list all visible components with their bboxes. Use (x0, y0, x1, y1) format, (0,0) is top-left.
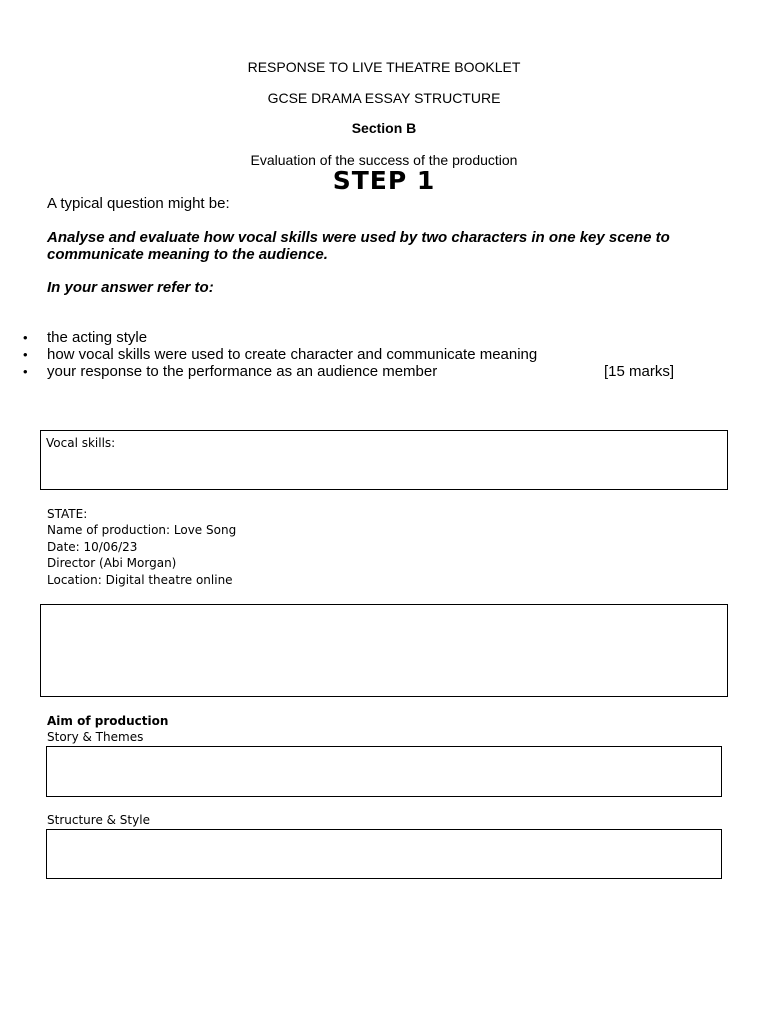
story-themes-box[interactable] (46, 746, 722, 797)
list-item-text: how vocal skills were used to create character and communicate meaning (47, 346, 538, 363)
structure-style-box[interactable] (46, 829, 722, 879)
production-name: Name of production: Love Song (47, 523, 237, 537)
requirements-list (0, 329, 768, 380)
state-answer-box[interactable] (40, 604, 728, 697)
question-line-1: Analyse and evaluate how vocal skills were used by two characters in one key scene to (47, 229, 670, 246)
structure-style-label: Structure & Style (47, 813, 150, 827)
evaluation-heading: Evaluation of the success of the production (250, 152, 518, 168)
list-item (0, 329, 768, 346)
list-item-text: the acting style (47, 329, 148, 346)
production-location: Location: Digital theatre online (47, 573, 233, 587)
vocal-skills-box[interactable] (40, 430, 728, 490)
list-item-text: your response to the performance as an audience member (47, 363, 438, 380)
bullet-icon: • (23, 364, 28, 379)
essay-structure-heading: GCSE DRAMA ESSAY STRUCTURE (267, 90, 501, 106)
list-item (0, 346, 768, 363)
bullet-icon: • (23, 330, 28, 345)
vocal-skills-label: Vocal skills: (46, 436, 116, 450)
production-date: Date: 10/06/23 (47, 540, 138, 554)
production-director: Director (Abi Morgan) (47, 556, 177, 570)
step-heading: STEP 1 (332, 166, 436, 195)
question-intro: A typical question might be: (47, 195, 230, 212)
story-themes-label: Story & Themes (47, 730, 144, 744)
section-heading: Section B (351, 120, 417, 136)
aim-heading: Aim of production (47, 714, 169, 728)
question-text (47, 229, 727, 263)
bullet-icon: • (23, 347, 28, 362)
list-item (0, 363, 768, 380)
marks-label: [15 marks] (604, 363, 675, 380)
state-heading: STATE: (47, 507, 88, 521)
question-line-2: communicate meaning to the audience. (47, 246, 328, 263)
booklet-title: RESPONSE TO LIVE THEATRE BOOKLET (247, 59, 521, 75)
refer-heading: In your answer refer to: (47, 279, 214, 296)
